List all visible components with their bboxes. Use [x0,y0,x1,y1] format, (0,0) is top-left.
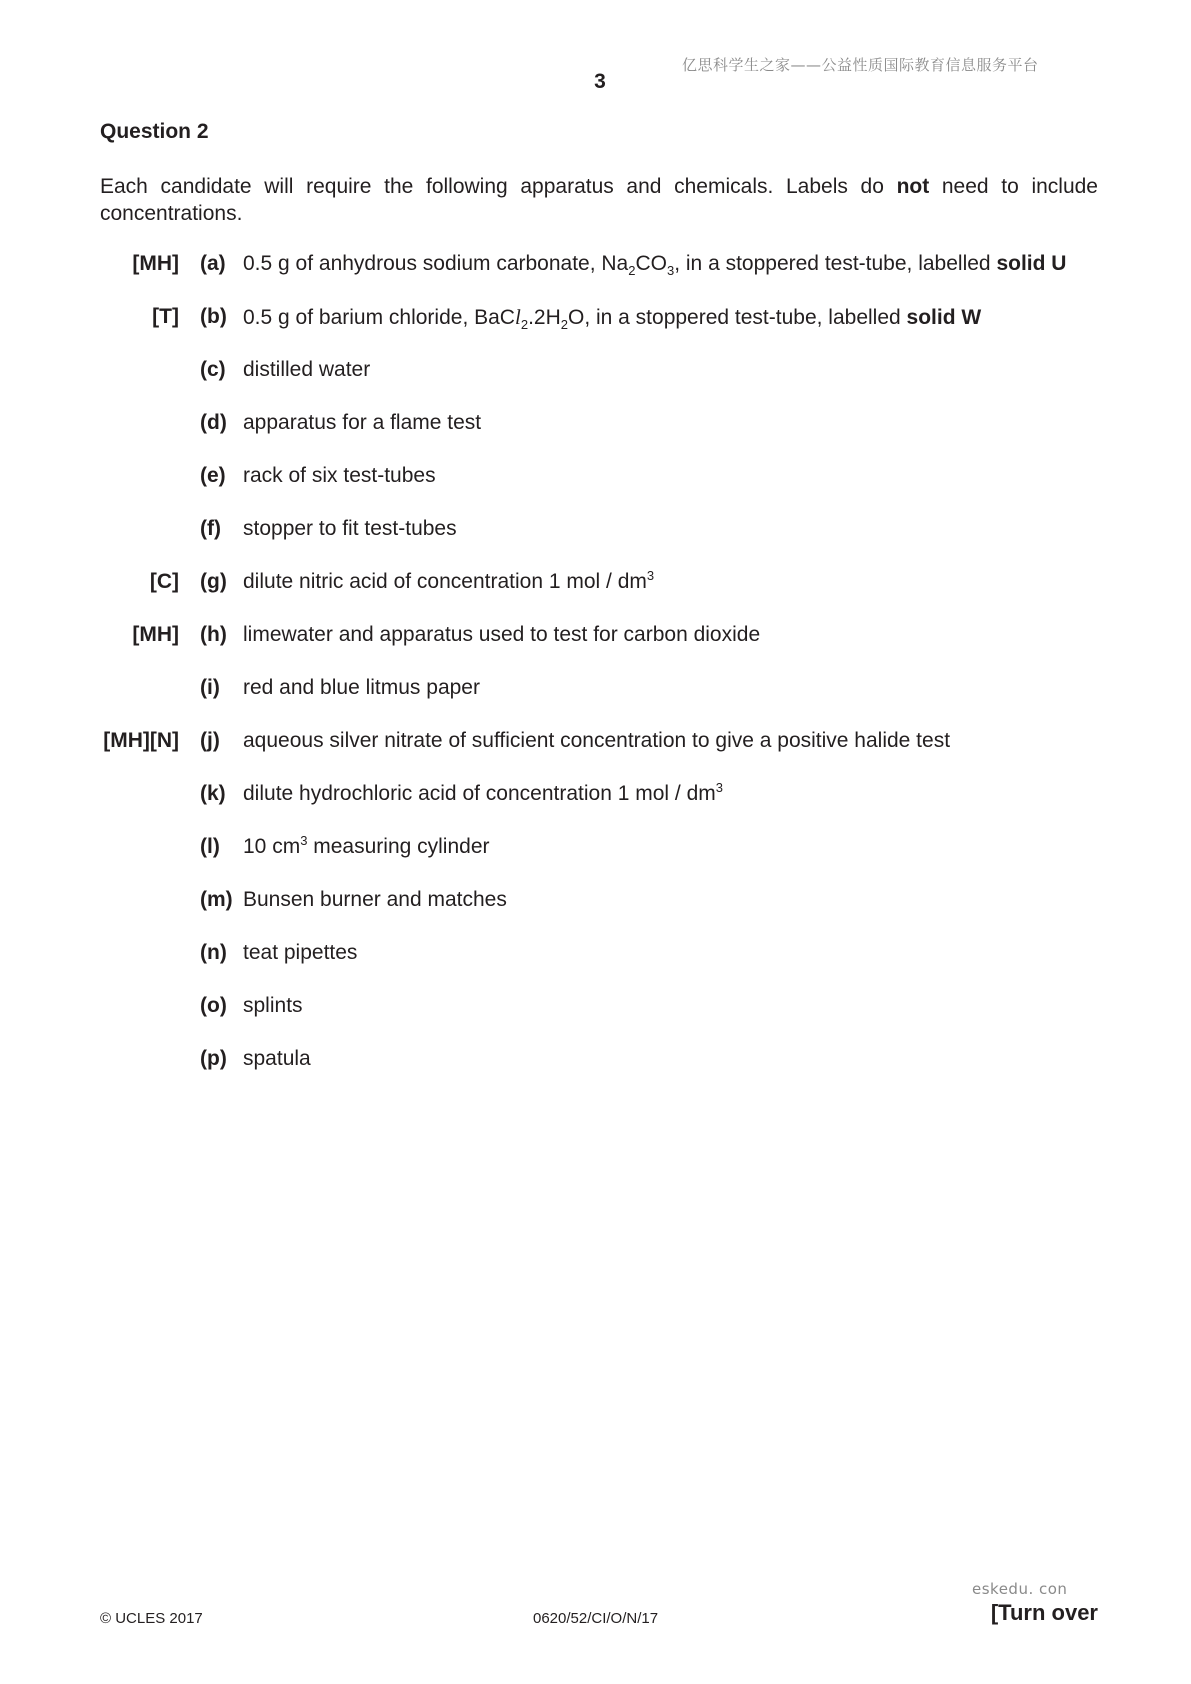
item-text: spatula [243,1047,311,1070]
list-item-l [0,835,1191,888]
item-letter: (a) [200,252,226,275]
watermark-header: 亿思科学生之家——公益性质国际教育信息服务平台 [682,56,1039,74]
page-number: 3 [594,70,606,93]
item-letter: (d) [200,411,227,434]
item-letter: (g) [200,570,227,593]
intro-emphasis: not [896,175,930,198]
list-item-m [0,888,1191,941]
list-item-n [0,941,1191,994]
item-text: dilute hydrochloric acid of concentration 1 mol / $dm^3$ [243,780,723,805]
item-tag: [MH] [132,623,179,646]
item-text: dilute nitric acid of concentration 1 mol / $dm^3$ [243,568,655,593]
watermark-footer: eskedu. con [972,1580,1068,1598]
item-text: rack of six test-tubes [243,464,436,487]
item-text: 0.5 g of anhydrous sodium carbonate, $Na_2CO_3$, in a stoppered test-tube, labelled solid U [243,252,1067,279]
item-text: distilled water [243,358,371,381]
item-letter: (l) [200,835,220,858]
list-item-c [0,358,1191,411]
item-tag: [MH][N] [103,729,179,752]
list-item-o [0,994,1191,1047]
list-item-j [0,729,1191,782]
list-item-f [0,517,1191,570]
list-item-h [0,623,1191,676]
item-label: solid W [906,306,982,329]
item-letter: (o) [200,994,227,1017]
item-tag: [C] [149,570,179,593]
item-text: stopper to fit test-tubes [243,517,457,540]
item-letter: (e) [200,464,226,487]
item-text: limewater and apparatus used to test for carbon dioxide [243,623,761,646]
copyright-notice: © UCLES 2017 [100,1610,203,1627]
item-letter: (c) [200,358,226,381]
item-text: 0.5 g of barium chloride, $BaCl_2.2H_2O$, in a stoppered test-tube, labelled solid W [243,305,982,333]
intro-text-1: Each candidate will require the following apparatus and chemicals. Labels do [100,175,897,198]
list-item-d [0,411,1191,464]
list-item-g [0,570,1191,623]
item-letter: (k) [200,782,226,805]
item-letter: (b) [200,305,227,328]
item-text: Bunsen burner and matches [243,888,507,911]
item-text: aqueous silver nitrate of sufficient concentration to give a positive halide test [243,729,951,752]
question-title: Question 2 [100,120,209,143]
item-letter: (m) [200,888,233,911]
item-label: solid U [996,252,1067,275]
item-tag: [T] [152,305,179,328]
item-letter: (j) [200,729,220,752]
turn-over-label: [Turn over [990,1600,1098,1625]
paper-code: 0620/52/CI/O/N/17 [533,1610,659,1627]
item-letter: (h) [200,623,227,646]
list-item-b [0,305,1191,358]
item-text: red and blue litmus paper [243,676,480,699]
list-item-p [0,1047,1191,1100]
item-text: apparatus for a flame test [243,411,482,434]
item-letter: (p) [200,1047,227,1070]
item-letter: (i) [200,676,220,699]
intro-text-2: need to include concentrations. [100,175,1098,225]
list-item-a [0,252,1191,305]
item-letter: (f) [200,517,221,540]
item-tag: [MH] [132,252,179,275]
item-text: splints [243,994,303,1017]
item-text: 10 $cm^3$ measuring cylinder [243,833,490,858]
list-item-k [0,782,1191,835]
list-item-e [0,464,1191,517]
apparatus-list [0,252,1191,1100]
item-letter: (n) [200,941,227,964]
list-item-i [0,676,1191,729]
intro-paragraph [100,173,1098,227]
item-text: teat pipettes [243,941,358,964]
